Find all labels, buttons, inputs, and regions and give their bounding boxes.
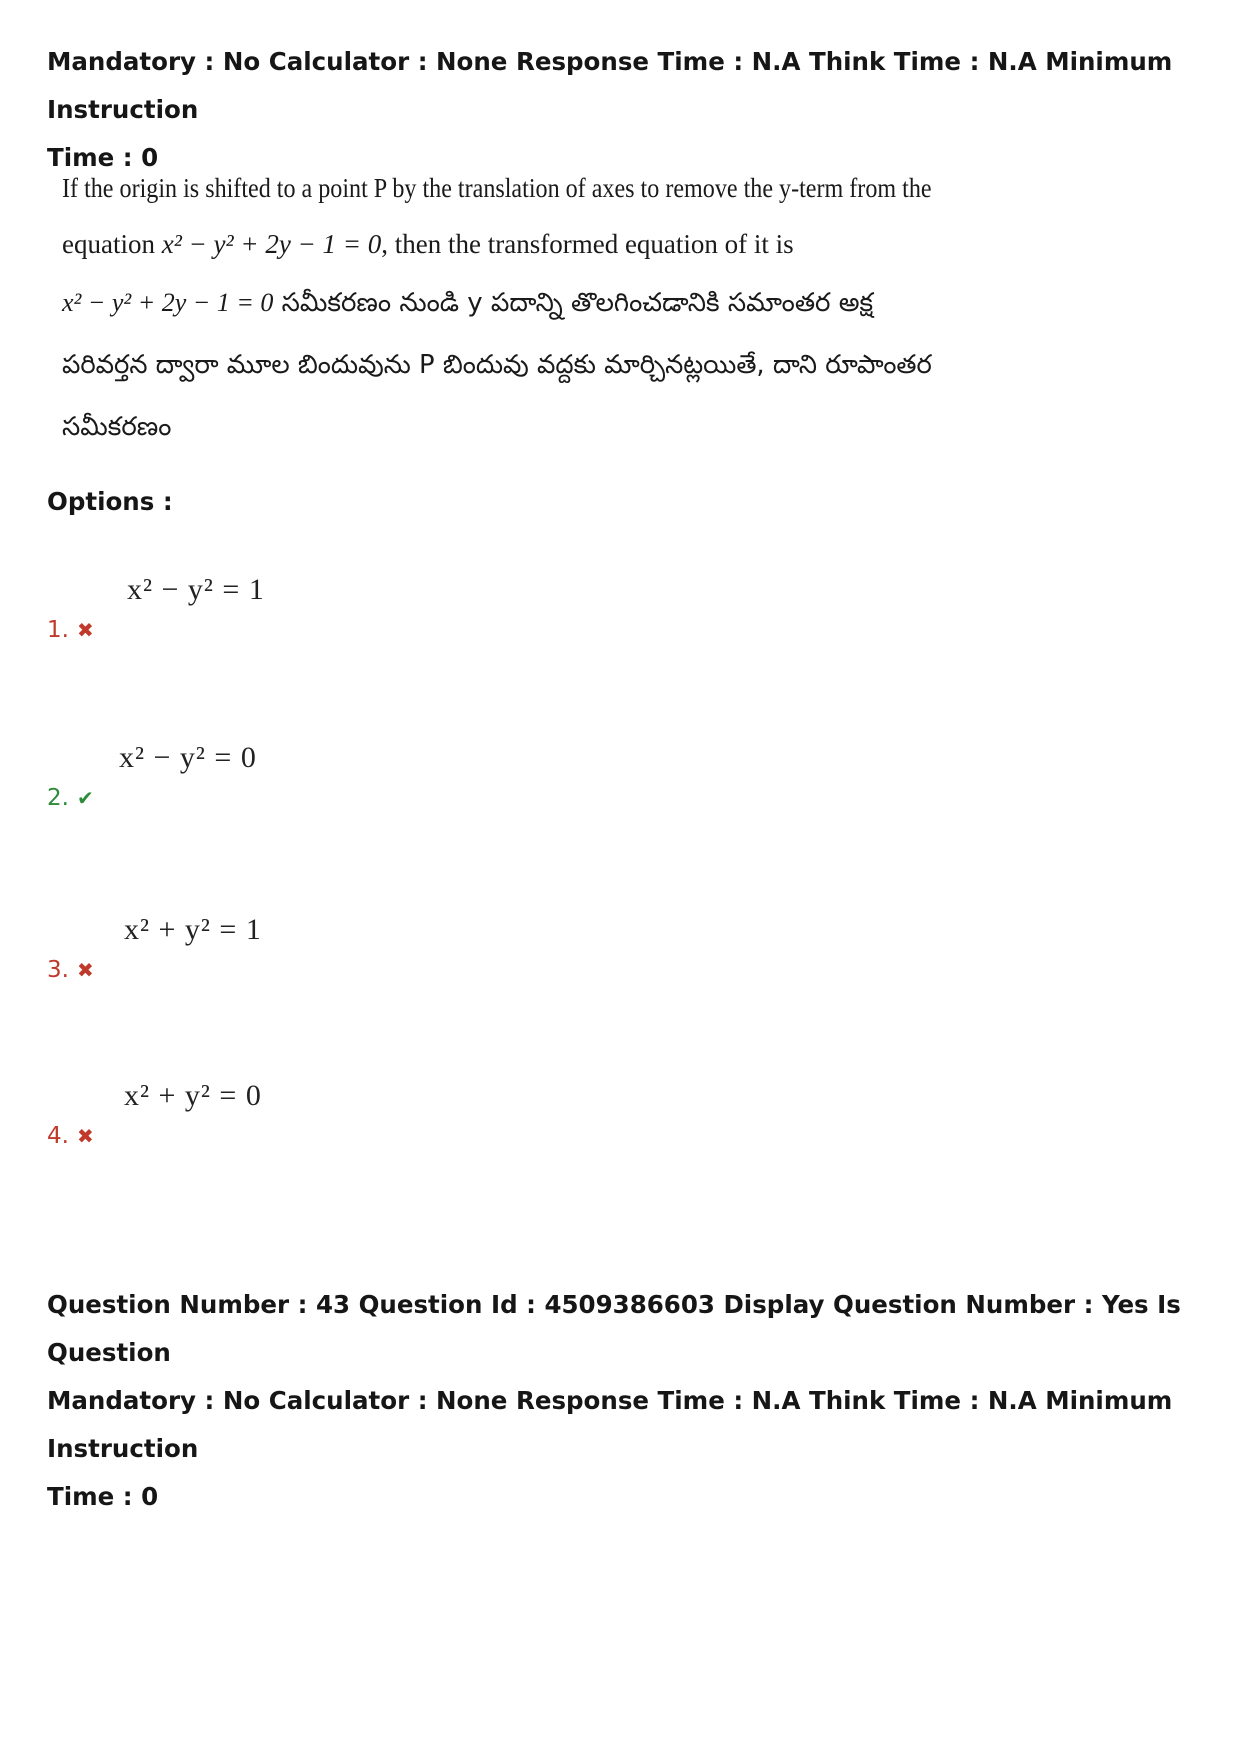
option-number: 3. <box>47 957 69 983</box>
wrong-icon: ✖ <box>77 958 94 982</box>
question-english-prefix: equation <box>62 229 155 259</box>
option-number: 1. <box>47 617 69 643</box>
option-4[interactable] <box>47 1071 647 1171</box>
question-telugu-line-2: పరివర్తన ద్వారా మూల బిందువును P బిందువు వద్దకు మార్చినట్లయితే, దాని రూపాంతర <box>62 350 932 380</box>
option-number: 4. <box>47 1123 69 1149</box>
wrong-icon: ✖ <box>77 1124 94 1148</box>
question-telugu-line-1 <box>62 272 932 334</box>
option-equation: x² − y² = 1 <box>127 573 265 606</box>
check-icon: ✔ <box>77 786 94 810</box>
meta-line: Mandatory : No Calculator : None Response Time : N.A Think Time : N.A Minimum Instruction <box>47 47 1173 124</box>
option-3[interactable] <box>47 905 647 1005</box>
meta-line: Time : 0 <box>47 1482 159 1511</box>
option-equation: x² − y² = 0 <box>119 741 257 774</box>
option-number: 2. <box>47 785 69 811</box>
question-english-line-2 <box>62 216 932 272</box>
question-english-suffix: , then the transformed equation of it is <box>381 229 794 259</box>
wrong-icon: ✖ <box>77 618 94 642</box>
meta-line: Question Number : 43 Question Id : 4509386603 Display Question Number : Yes Is Question <box>47 1290 1181 1367</box>
question-english-line-1: If the origin is shifted to a point P by the translation of axes to remove the y-term from the <box>62 173 932 203</box>
option-2[interactable] <box>47 733 647 833</box>
meta-line: Time : 0 <box>47 143 159 172</box>
question-telugu-line-3: సమీకరణం <box>62 412 172 442</box>
question-text <box>62 160 932 458</box>
option-equation: x² + y² = 0 <box>124 1079 262 1112</box>
next-question-meta <box>47 1281 1207 1521</box>
options-heading: Options : <box>47 487 173 516</box>
telugu-text: సమీకరణం నుండి y పదాన్ని తొలగించడానికి సమాంతర అక్ష <box>281 288 874 318</box>
option-1[interactable] <box>47 565 647 665</box>
question-equation: x² − y² + 2y − 1 = 0 <box>161 229 382 259</box>
option-equation: x² + y² = 1 <box>124 913 262 946</box>
question-equation-telugu: x² − y² + 2y − 1 = 0 <box>62 288 274 317</box>
meta-line: Mandatory : No Calculator : None Response Time : N.A Think Time : N.A Minimum Instruction <box>47 1386 1173 1463</box>
